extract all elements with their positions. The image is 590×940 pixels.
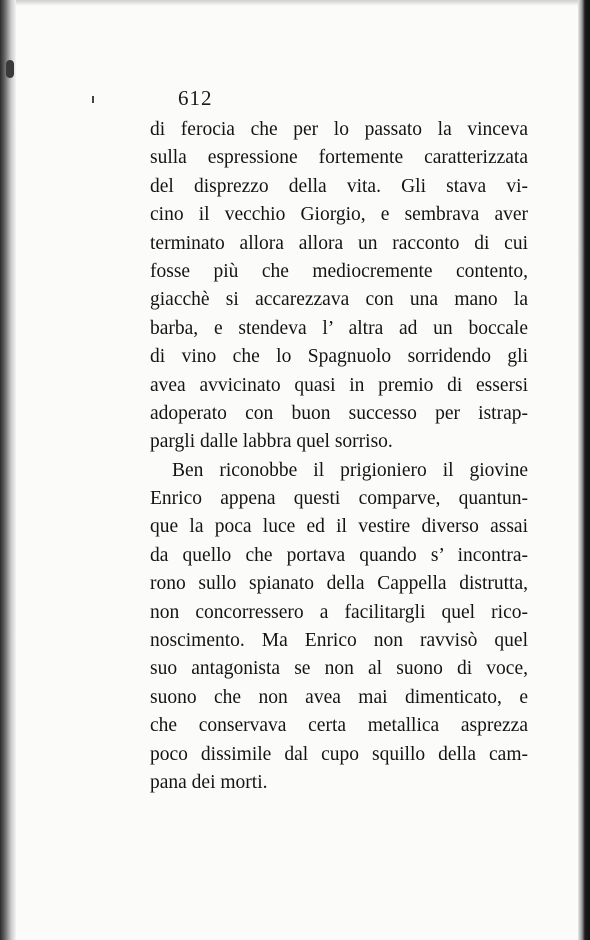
text-line: che conservava certa metallica asprezza [150, 715, 528, 737]
book-gutter-edge [0, 0, 16, 940]
text-line: cino il vecchio Giorgio, e sembrava aver [150, 204, 528, 226]
text-line: terminato allora allora un racconto di cui [150, 232, 528, 254]
text-line: rono sullo spianato della Cappella distrutta, [150, 573, 528, 595]
text-line: sulla espressione fortemente caratterizzata [150, 147, 528, 169]
margin-mark [92, 96, 94, 103]
text-line: pargli dalle labbra quel sorriso. [150, 431, 393, 453]
body-text [150, 116, 528, 797]
text-line: pana dei morti. [150, 771, 268, 793]
page-right-edge [578, 0, 590, 940]
text-line: di ferocia che per lo passato la vinceva [150, 119, 528, 140]
text-line: noscimento. Ma Enrico non ravvisò quel [150, 630, 528, 652]
text-line: avea avvicinato quasi in premio di essersi [150, 374, 528, 396]
text-line: fosse più che mediocremente contento, [150, 260, 528, 282]
text-line: giacchè si accarezzava con una mano la [150, 289, 528, 311]
text-line: del disprezzo della vita. Gli stava vi- [150, 175, 528, 197]
text-line: suo antagonista se non al suono di voce, [150, 658, 528, 680]
text-line: non concorressero a facilitargli quel rico- [150, 601, 528, 623]
text-line: adoperato con buon successo per istrap- [150, 402, 528, 424]
page-top-edge [0, 0, 590, 6]
text-line: barba, e stendeva l’ altra ad un boccale [150, 317, 528, 339]
text-line: Enrico appena questi comparve, quantun- [150, 488, 528, 510]
text-line: que la poca luce ed il vestire diverso assai [150, 516, 528, 538]
text-line: poco dissimile dal cupo squillo della cam- [150, 743, 528, 765]
page-number: 612 [178, 86, 213, 110]
text-line: di vino che lo Spagnuolo sorridendo gli [150, 346, 528, 368]
text-line: Ben riconobbe il prigioniero il giovine [172, 459, 528, 481]
text-line: suono che non avea mai dimenticato, e [150, 686, 528, 708]
text-line: da quello che portava quando s’ incontra- [150, 544, 528, 566]
